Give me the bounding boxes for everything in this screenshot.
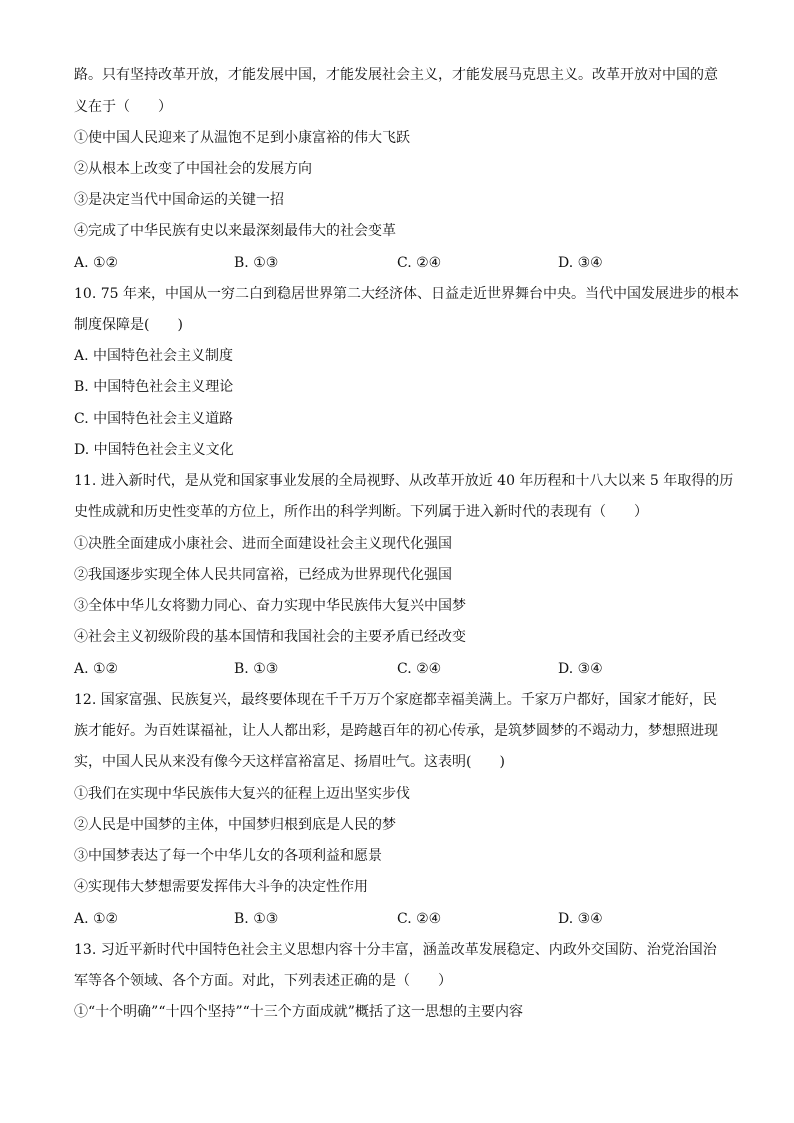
q10-choice-d[interactable]: D. 中国特色社会主义文化 bbox=[74, 442, 234, 458]
q11-statement-1: ①决胜全面建成小康社会、进而全面建设社会主义现代化强国 bbox=[74, 536, 452, 552]
q9-options bbox=[74, 253, 734, 273]
q11-option-c[interactable]: C. ②④ bbox=[397, 661, 442, 677]
q9-option-c[interactable]: C. ②④ bbox=[397, 255, 442, 271]
q11-statement-2: ②我国逐步实现全体人民共同富裕，已经成为世界现代化强国 bbox=[74, 567, 452, 583]
q9-stem-line1: 路。只有坚持改革开放，才能发展中国，才能发展社会主义，才能发展马克思主义。改革开放对中国的意 bbox=[74, 67, 718, 83]
q12-statement-2: ②人民是中国梦的主体，中国梦归根到底是人民的梦 bbox=[74, 817, 396, 833]
q11-stem-line1: 11. 进入新时代，是从党和国家事业发展的全局视野、从改革开放近 40 年历程和十八大以来 5 年取得的历 bbox=[74, 473, 734, 489]
q10-choice-c[interactable]: C. 中国特色社会主义道路 bbox=[74, 411, 234, 427]
q10-stem-line2: 制度保障是( ) bbox=[74, 317, 183, 333]
q12-stem-line1: 12. 国家富强、民族复兴，最终要体现在千千万万个家庭都幸福美满上。千家万户都好，国家才能好，民 bbox=[74, 692, 717, 708]
q11-option-a[interactable]: A. ①② bbox=[74, 661, 119, 677]
q12-options bbox=[74, 909, 734, 929]
q10-choice-a[interactable]: A. 中国特色社会主义制度 bbox=[74, 348, 234, 364]
q13-statement-1: ①“十个明确”“十四个坚持”“十三个方面成就”概括了这一思想的主要内容 bbox=[74, 1004, 523, 1020]
q12-statement-1: ①我们在实现中华民族伟大复兴的征程上迈出坚实步伐 bbox=[74, 786, 410, 802]
q13-stem-line1: 13. 习近平新时代中国特色社会主义思想内容十分丰富，涵盖改革发展稳定、内政外交国防、治党治国治 bbox=[74, 942, 717, 958]
q12-stem-line2: 族才能好。为百姓谋福祉，让人人都出彩，是跨越百年的初心传承，是筑梦圆梦的不竭动力，梦想照进现 bbox=[74, 723, 718, 739]
q12-stem-line3: 实，中国人民从来没有像今天这样富裕富足、扬眉吐气。这表明( ) bbox=[74, 754, 505, 770]
q11-statement-4: ④社会主义初级阶段的基本国情和我国社会的主要矛盾已经改变 bbox=[74, 629, 466, 645]
q12-option-d[interactable]: D. ③④ bbox=[558, 911, 603, 927]
q11-statement-3: ③全体中华儿女将勠力同心、奋力实现中华民族伟大复兴中国梦 bbox=[74, 598, 466, 614]
q12-statement-4: ④实现伟大梦想需要发挥伟大斗争的决定性作用 bbox=[74, 879, 368, 895]
q12-option-c[interactable]: C. ②④ bbox=[397, 911, 442, 927]
q12-statement-3: ③中国梦表达了每一个中华儿女的各项利益和愿景 bbox=[74, 848, 382, 864]
q11-option-d[interactable]: D. ③④ bbox=[558, 661, 603, 677]
q9-option-a[interactable]: A. ①② bbox=[74, 255, 119, 271]
q9-statement-3: ③是决定当代中国命运的关键一招 bbox=[74, 192, 284, 208]
q11-options bbox=[74, 659, 734, 679]
q10-choice-b[interactable]: B. 中国特色社会主义理论 bbox=[74, 379, 234, 395]
q9-option-d[interactable]: D. ③④ bbox=[558, 255, 603, 271]
q9-stem-line2: 义在于（ ） bbox=[74, 99, 172, 115]
q12-option-b[interactable]: B. ①③ bbox=[234, 911, 279, 927]
q11-option-b[interactable]: B. ①③ bbox=[234, 661, 279, 677]
q9-statement-1: ①使中国人民迎来了从温饱不足到小康富裕的伟大飞跃 bbox=[74, 130, 410, 146]
q10-stem-line1: 10. 75 年来，中国从一穷二白到稳居世界第二大经济体、日益走近世界舞台中央。当代中国发展进步的根本 bbox=[74, 286, 739, 302]
q11-stem-line2: 史性成就和历史性变革的方位上，所作出的科学判断。下列属于进入新时代的表现有（ ） bbox=[74, 504, 648, 520]
q9-option-b[interactable]: B. ①③ bbox=[234, 255, 279, 271]
q9-statement-4: ④完成了中华民族有史以来最深刻最伟大的社会变革 bbox=[74, 223, 396, 239]
q9-statement-2: ②从根本上改变了中国社会的发展方向 bbox=[74, 161, 312, 177]
q12-option-a[interactable]: A. ①② bbox=[74, 911, 119, 927]
q13-stem-line2: 军等各个领域、各个方面。对此，下列表述正确的是（ ） bbox=[74, 973, 452, 989]
